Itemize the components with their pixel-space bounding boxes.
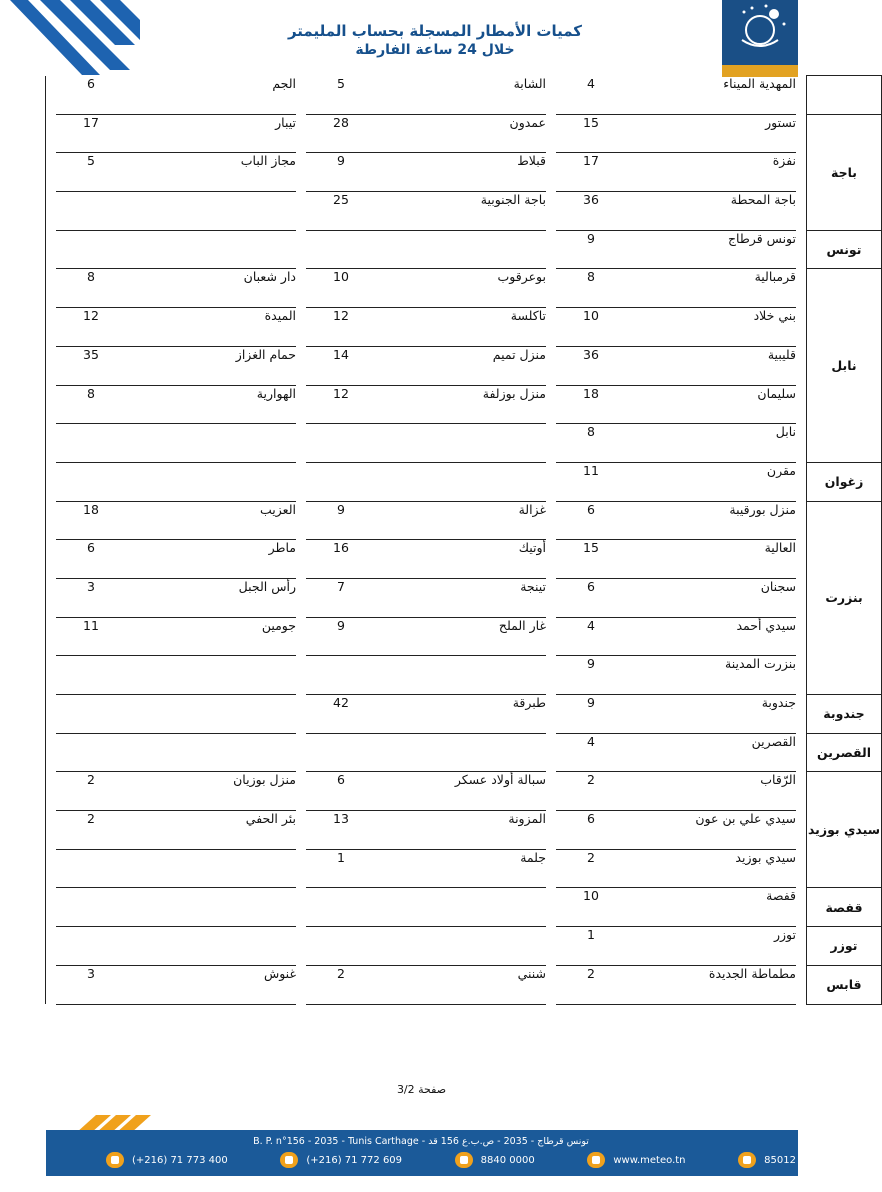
station-name: سيدي بوزيد [626,849,796,888]
station-name: منزل بورقيبة [626,501,796,540]
rain-value: 36 [556,346,626,385]
rain-value: 2 [56,772,126,811]
spacer-cell [46,617,57,656]
rain-value: 17 [556,153,626,192]
spacer-cell [296,385,306,424]
spacer-cell [296,76,306,115]
table-row [46,269,882,308]
spacer-cell [296,462,306,501]
governorate-cell: باجة [807,114,882,230]
table-row [46,540,882,579]
rain-value: 12 [306,308,376,347]
spacer-cell [296,501,306,540]
station-name: العزيب [126,501,296,540]
rain-value: 4 [556,617,626,656]
station-name: ماطر [126,540,296,579]
station-name: طبرقة [376,695,546,734]
spacer-cell [546,462,556,501]
rain-value: 36 [556,192,626,231]
spacer-cell [796,346,807,385]
spacer-cell [546,346,556,385]
governorate-cell: قفصة [807,888,882,927]
spacer-cell [46,346,57,385]
rain-value [56,733,126,772]
spacer-cell [546,192,556,231]
spacer-cell [796,965,807,1004]
rain-value: 35 [56,346,126,385]
station-name: بنزرت المدينة [626,656,796,695]
rain-value: 5 [306,76,376,115]
spacer-cell [296,811,306,850]
station-name [376,462,546,501]
sms-number: 85012 [764,1154,796,1166]
table-row [46,695,882,734]
building-icon [280,1152,298,1168]
station-name: المزونة [376,811,546,850]
spacer-cell [296,927,306,966]
rain-value: 9 [306,617,376,656]
spacer-cell [796,192,807,231]
rain-value: 14 [306,346,376,385]
table-row [46,617,882,656]
table-row [46,462,882,501]
spacer-cell [296,849,306,888]
station-name: قليبية [626,346,796,385]
station-name: شنني [376,965,546,1004]
spacer-cell [46,385,57,424]
spacer-cell [546,695,556,734]
spacer-cell [296,772,306,811]
spacer-cell [46,540,57,579]
rain-value: 16 [306,540,376,579]
spacer-cell [46,965,57,1004]
table-row [46,733,882,772]
rain-value: 6 [56,540,126,579]
station-name: توزر [626,927,796,966]
spacer-cell [796,927,807,966]
rain-value: 6 [56,76,126,115]
rain-value: 18 [556,385,626,424]
rain-value: 2 [556,849,626,888]
station-name: رأس الجبل [126,578,296,617]
spacer-cell [296,346,306,385]
table-row [46,772,882,811]
spacer-cell [296,888,306,927]
station-name: المهدية الميناء [626,76,796,115]
station-name [376,230,546,269]
rain-value [306,927,376,966]
footer-address: B. P. n°156 - 2035 - Tunis Carthage - تونس قرطاج - 2035 - ص.ب.ع 156 قد [253,1136,589,1147]
table-row [46,501,882,540]
spacer-cell [296,153,306,192]
governorate-cell [807,76,882,115]
rain-value: 10 [306,269,376,308]
spacer-cell [796,656,807,695]
station-name: حمام الغزاز [126,346,296,385]
rain-value [56,849,126,888]
spacer-cell [46,578,57,617]
station-name: غنوش [126,965,296,1004]
spacer-cell [296,656,306,695]
rain-value: 9 [556,695,626,734]
station-name: نابل [626,424,796,463]
rain-value: 12 [306,385,376,424]
station-name: الميدة [126,308,296,347]
spacer-cell [296,540,306,579]
rain-value: 3 [56,965,126,1004]
rain-value: 6 [556,501,626,540]
station-name: بوعرقوب [376,269,546,308]
spacer-cell [46,308,57,347]
rain-value: 10 [556,308,626,347]
rain-value: 5 [56,153,126,192]
rain-value: 9 [306,153,376,192]
rain-value [306,733,376,772]
table-row [46,424,882,463]
station-name [126,656,296,695]
rain-value: 25 [306,192,376,231]
spacer-cell [296,269,306,308]
table-row [46,965,882,1004]
station-name: سليمان [626,385,796,424]
spacer-cell [546,811,556,850]
station-name: سيدي علي بن عون [626,811,796,850]
station-name: بني خلاد [626,308,796,347]
rain-value: 15 [556,114,626,153]
rain-value: 11 [56,617,126,656]
station-name [126,230,296,269]
spacer-cell [546,114,556,153]
spacer-cell [546,578,556,617]
station-name: تاكلسة [376,308,546,347]
fax-number: (+216) 71 773 400 [132,1154,228,1166]
rain-value [56,888,126,927]
spacer-cell [546,733,556,772]
rain-value: 17 [56,114,126,153]
footer-hotline [455,1152,535,1168]
table-row [46,656,882,695]
spacer-cell [546,269,556,308]
rain-value: 2 [306,965,376,1004]
spacer-cell [46,114,57,153]
rain-value: 8 [556,269,626,308]
rain-value: 4 [556,733,626,772]
table-row [46,192,882,231]
rain-value: 9 [306,501,376,540]
governorate-cell: توزر [807,927,882,966]
rain-value: 2 [56,811,126,850]
spacer-cell [796,501,807,540]
spacer-cell [46,269,57,308]
spacer-cell [796,76,807,115]
station-name: جلمة [376,849,546,888]
station-name [126,927,296,966]
spacer-cell [796,578,807,617]
spacer-cell [296,308,306,347]
station-name: مجاز الباب [126,153,296,192]
spacer-cell [796,385,807,424]
rain-value: 6 [556,578,626,617]
spacer-cell [296,965,306,1004]
spacer-cell [296,695,306,734]
station-name [126,192,296,231]
spacer-cell [796,153,807,192]
station-name: العالية [626,540,796,579]
spacer-cell [796,772,807,811]
rain-value: 7 [306,578,376,617]
spacer-cell [546,772,556,811]
spacer-cell [46,230,57,269]
station-name [376,424,546,463]
rain-value: 4 [556,76,626,115]
station-name [376,888,546,927]
spacer-cell [46,462,57,501]
rain-value: 13 [306,811,376,850]
table-row [46,114,882,153]
spacer-cell [546,617,556,656]
rain-value [306,230,376,269]
rain-value [56,927,126,966]
logo-emblem-icon [722,0,798,65]
table-row [46,346,882,385]
spacer-cell [46,501,57,540]
station-name: الجم [126,76,296,115]
spacer-cell [296,192,306,231]
governorate-cell: سيدي بوزيد [807,772,882,888]
spacer-cell [46,424,57,463]
rain-value [56,192,126,231]
spacer-cell [546,656,556,695]
rain-value [56,462,126,501]
website-link[interactable]: www.meteo.tn [613,1154,686,1166]
spacer-cell [46,695,57,734]
rain-value [306,888,376,927]
rain-value: 8 [56,269,126,308]
spacer-cell [796,540,807,579]
station-name: الشابة [376,76,546,115]
footer-bar [46,1130,798,1176]
governorate-cell: زغوان [807,462,882,501]
spacer-cell [796,230,807,269]
spacer-cell [296,424,306,463]
phone-icon [455,1152,473,1168]
spacer-cell [796,462,807,501]
rainfall-table [45,75,882,1005]
page-subtitle: خلال 24 ساعة الفارطة [355,42,515,58]
station-name [376,656,546,695]
rain-value: 9 [556,230,626,269]
footer-phone [280,1152,402,1168]
station-name: قفصة [626,888,796,927]
table-row [46,308,882,347]
rain-value [56,230,126,269]
spacer-cell [796,849,807,888]
station-name: منزل بوزيان [126,772,296,811]
spacer-cell [546,540,556,579]
footer-website[interactable] [587,1152,685,1168]
station-name: جومين [126,617,296,656]
spacer-cell [46,656,57,695]
station-name [126,849,296,888]
station-name: مقرن [626,462,796,501]
spacer-cell [46,811,57,850]
spacer-cell [796,114,807,153]
spacer-cell [296,617,306,656]
table-row [46,927,882,966]
spacer-cell [796,269,807,308]
station-name: دار شعبان [126,269,296,308]
spacer-cell [796,424,807,463]
rain-value: 6 [556,811,626,850]
rain-value [56,695,126,734]
station-name: غار الملح [376,617,546,656]
station-name: غزالة [376,501,546,540]
rain-value [306,424,376,463]
table-row [46,811,882,850]
spacer-cell [46,153,57,192]
spacer-cell [796,733,807,772]
station-name [376,733,546,772]
spacer-cell [546,424,556,463]
station-name: الهوارية [126,385,296,424]
station-name: منزل بوزلفة [376,385,546,424]
station-name: سيدي أحمد [626,617,796,656]
station-name: منزل تميم [376,346,546,385]
station-name: باجة الجنوبية [376,192,546,231]
station-name: سبالة أولاد عسكر [376,772,546,811]
spacer-cell [546,385,556,424]
sms-icon [738,1152,756,1168]
footer-fax [106,1152,228,1168]
station-name: باجة المحطة [626,192,796,231]
governorate-cell: جندوبة [807,695,882,734]
rain-value: 18 [56,501,126,540]
fax-icon [106,1152,124,1168]
spacer-cell [46,927,57,966]
spacer-cell [546,76,556,115]
rain-value: 1 [306,849,376,888]
spacer-cell [796,888,807,927]
station-name: تستور [626,114,796,153]
station-name: قرمبالية [626,269,796,308]
spacer-cell [796,811,807,850]
rain-value: 28 [306,114,376,153]
rain-value: 8 [556,424,626,463]
station-name [126,695,296,734]
rain-value [306,656,376,695]
rain-value: 42 [306,695,376,734]
table-row [46,153,882,192]
governorate-cell: تونس [807,230,882,269]
spacer-cell [796,308,807,347]
station-name: تيبار [126,114,296,153]
station-name: أوتيك [376,540,546,579]
rain-value [306,462,376,501]
station-name [126,424,296,463]
spacer-cell [546,230,556,269]
spacer-cell [296,578,306,617]
spacer-cell [546,849,556,888]
table-row [46,385,882,424]
hotline-number: 8840 0000 [480,1154,535,1166]
rain-value: 1 [556,927,626,966]
rain-value [56,424,126,463]
station-name [126,888,296,927]
station-name: عمدون [376,114,546,153]
station-name: جندوبة [626,695,796,734]
rain-value: 2 [556,772,626,811]
spacer-cell [296,733,306,772]
station-name: بئر الحفي [126,811,296,850]
station-name: مطماطة الجديدة [626,965,796,1004]
station-name: تينجة [376,578,546,617]
station-name [376,927,546,966]
rain-value: 12 [56,308,126,347]
station-name [126,733,296,772]
station-name: القصرين [626,733,796,772]
station-name: تونس قرطاج [626,230,796,269]
rain-value: 2 [556,965,626,1004]
table-row [46,849,882,888]
spacer-cell [46,849,57,888]
station-name: الرّقاب [626,772,796,811]
rain-value: 3 [56,578,126,617]
governorate-cell: نابل [807,269,882,462]
page-number: صفحة 3/2 [396,1083,447,1096]
spacer-cell [46,76,57,115]
rain-value: 10 [556,888,626,927]
spacer-cell [46,772,57,811]
station-name [126,462,296,501]
footer-sms [738,1152,796,1168]
spacer-cell [546,927,556,966]
page-title: كميات الأمطار المسجلة بحساب المليمتر [287,22,583,40]
station-name: نفزة [626,153,796,192]
spacer-cell [46,192,57,231]
rain-value: 15 [556,540,626,579]
station-name: قبلاط [376,153,546,192]
table-row [46,76,882,115]
spacer-cell [796,695,807,734]
rain-value [56,656,126,695]
spacer-cell [546,308,556,347]
rain-value: 11 [556,462,626,501]
table-row [46,230,882,269]
rain-value: 9 [556,656,626,695]
spacer-cell [546,501,556,540]
phone-number: (+216) 71 772 609 [306,1154,403,1166]
table-row [46,888,882,927]
table-row [46,578,882,617]
spacer-cell [546,888,556,927]
governorate-cell: القصرين [807,733,882,772]
spacer-cell [296,230,306,269]
spacer-cell [796,617,807,656]
governorate-cell: بنزرت [807,501,882,694]
globe-icon [587,1152,605,1168]
governorate-cell: قابس [807,965,882,1004]
rain-value: 8 [56,385,126,424]
spacer-cell [546,153,556,192]
rain-value: 6 [306,772,376,811]
spacer-cell [46,888,57,927]
station-name: سجنان [626,578,796,617]
spacer-cell [546,965,556,1004]
spacer-cell [296,114,306,153]
spacer-cell [46,733,57,772]
